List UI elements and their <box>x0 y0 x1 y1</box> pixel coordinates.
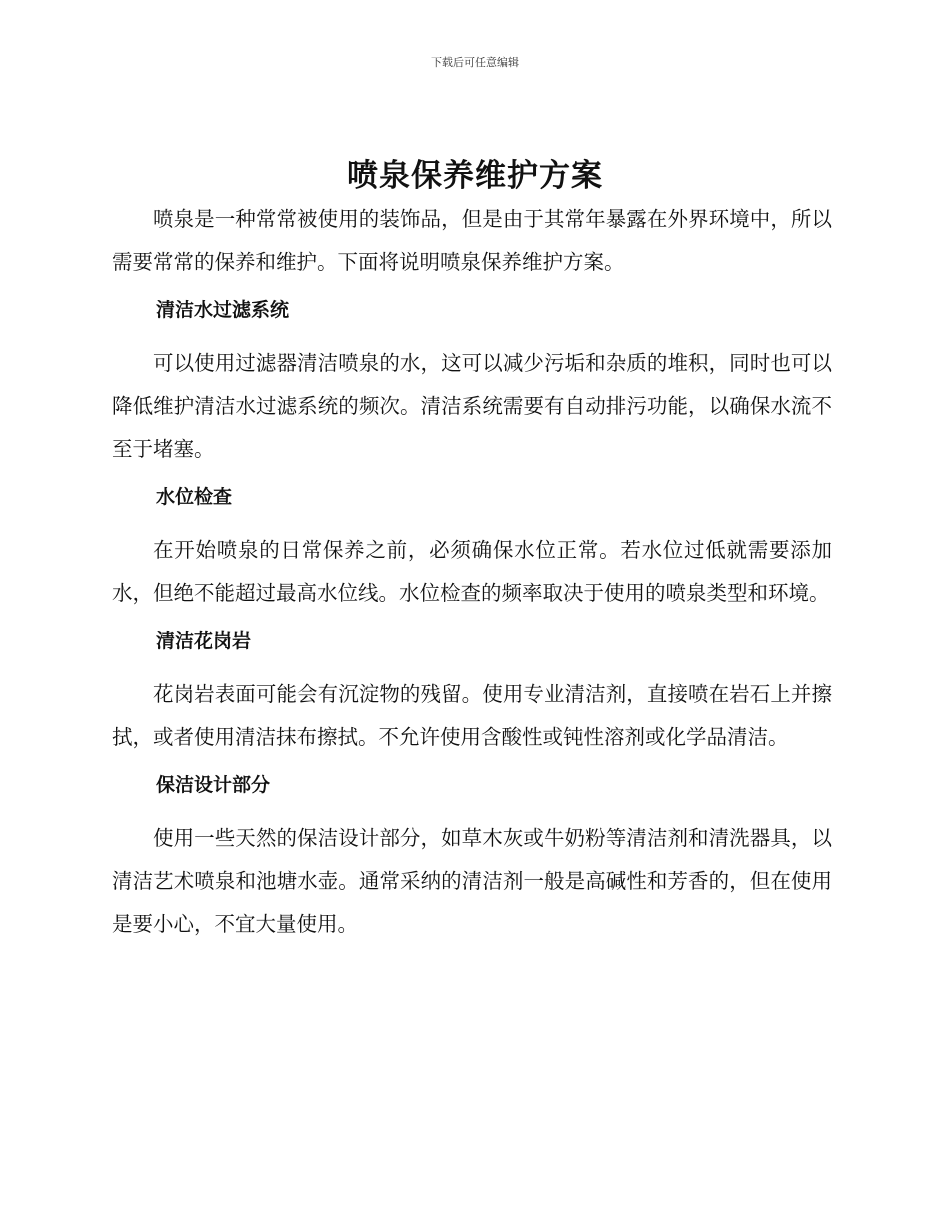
section-heading: 清洁水过滤系统 <box>156 299 290 321</box>
section-cleaning-design <box>112 759 832 946</box>
section-paragraph: 花岗岩表面可能会有沉淀物的残留。使用专业清洁剂，直接喷在岩石上并擦拭，或者使用清洁抹布擦拭。不允许使用含酸性或钝性溶剂或化学品清洁。 <box>112 682 832 749</box>
section-paragraph: 在开始喷泉的日常保养之前，必须确保水位正常。若水位过低就需要添加水，但绝不能超过最高水位线。水位检查的频率取决于使用的喷泉类型和环境。 <box>112 538 832 605</box>
section-granite-cleaning <box>112 615 832 759</box>
header-note: 下载后可任意编辑 <box>431 56 519 69</box>
section-filter-system <box>112 284 832 471</box>
intro-paragraph: 喷泉是一种常常被使用的装饰品，但是由于其常年暴露在外界环境中，所以需要常常的保养和维护。下面将说明喷泉保养维护方案。 <box>112 207 832 274</box>
section-paragraph: 可以使用过滤器清洁喷泉的水，这可以减少污垢和杂质的堆积，同时也可以降低维护清洁水过滤系统的频次。清洁系统需要有自动排污功能，以确保水流不至于堵塞。 <box>112 351 832 461</box>
section-heading: 清洁花岗岩 <box>156 630 252 652</box>
section-water-level <box>112 471 832 615</box>
section-paragraph: 使用一些天然的保洁设计部分，如草木灰或牛奶粉等清洁剂和清洗器具，以清洁艺术喷泉和池塘水壶。通常采纳的清洁剂一般是高碱性和芳香的，但在使用是要小心，不宜大量使用。 <box>112 826 832 936</box>
document-body <box>112 198 832 946</box>
section-heading: 保洁设计部分 <box>156 774 271 796</box>
section-heading: 水位检查 <box>156 486 233 508</box>
document-title: 喷泉保养维护方案 <box>347 158 603 194</box>
